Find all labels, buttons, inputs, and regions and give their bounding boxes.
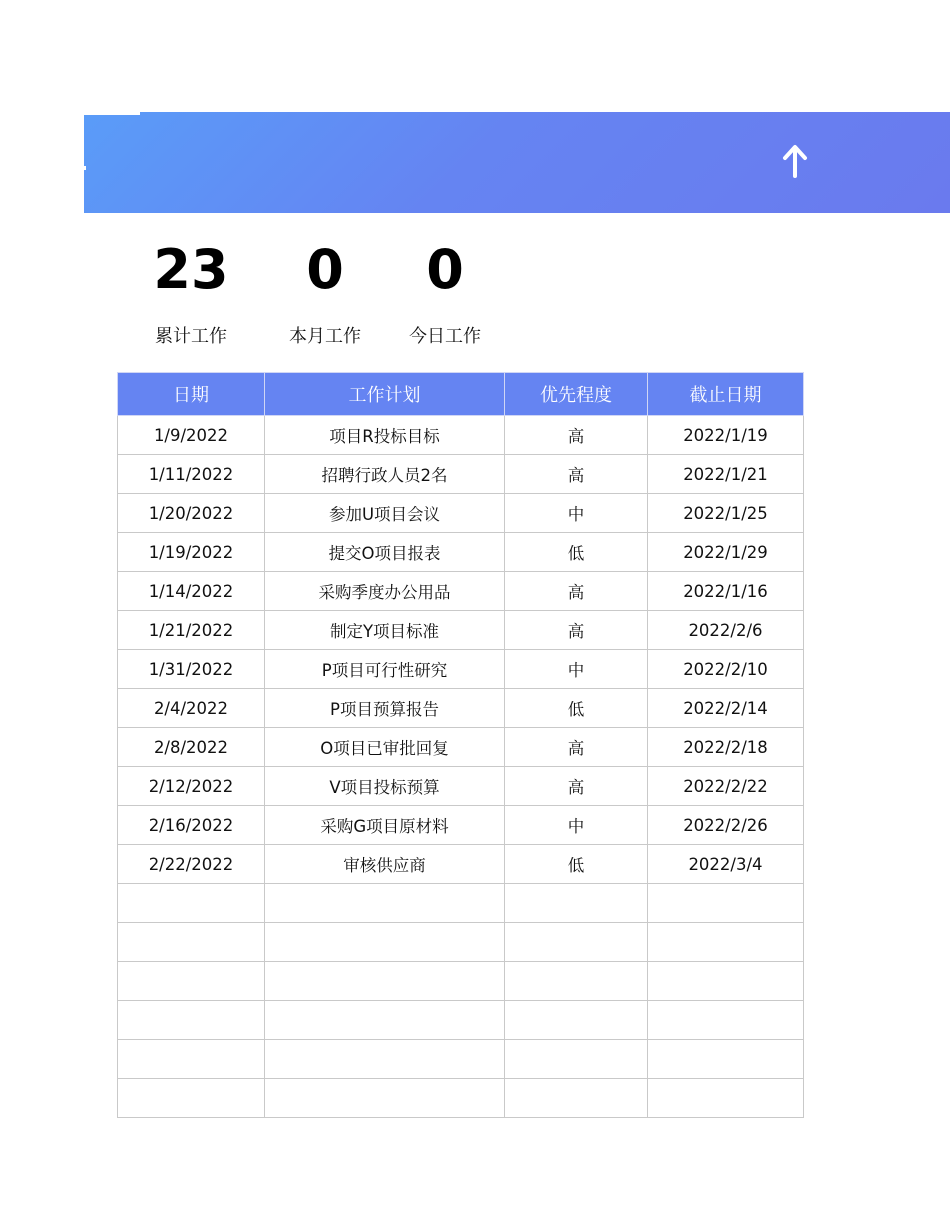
cell-date[interactable]: 1/31/2022: [118, 650, 265, 689]
cell-priority[interactable]: 高: [505, 455, 648, 494]
cell-priority[interactable]: [505, 923, 648, 962]
table-row: [118, 611, 804, 650]
cell-deadline[interactable]: 2022/1/19: [648, 416, 804, 455]
stat-total-value: 23: [153, 238, 229, 301]
cell-deadline[interactable]: 2022/2/18: [648, 728, 804, 767]
cell-date[interactable]: 1/14/2022: [118, 572, 265, 611]
table-row: [118, 962, 804, 1001]
cell-plan[interactable]: [265, 962, 505, 1001]
cell-priority[interactable]: 高: [505, 611, 648, 650]
stat-today-value: 0: [426, 238, 464, 301]
table-row: [118, 494, 804, 533]
cell-date[interactable]: 1/11/2022: [118, 455, 265, 494]
stat-month: [260, 240, 390, 300]
stat-total: [126, 240, 256, 300]
cell-plan[interactable]: O项目已审批回复: [265, 728, 505, 767]
cell-deadline[interactable]: [648, 923, 804, 962]
table-row: [118, 728, 804, 767]
cell-priority[interactable]: 低: [505, 533, 648, 572]
cell-plan[interactable]: P项目可行性研究: [265, 650, 505, 689]
cell-date[interactable]: [118, 962, 265, 1001]
cell-plan[interactable]: [265, 923, 505, 962]
cell-deadline[interactable]: 2022/2/6: [648, 611, 804, 650]
stat-total-label: 累计工作: [155, 326, 227, 347]
cell-deadline[interactable]: 2022/3/4: [648, 845, 804, 884]
cell-priority[interactable]: 高: [505, 767, 648, 806]
cell-deadline[interactable]: 2022/2/26: [648, 806, 804, 845]
cell-priority[interactable]: 高: [505, 728, 648, 767]
cell-plan[interactable]: 采购季度办公用品: [265, 572, 505, 611]
cell-plan[interactable]: [265, 1001, 505, 1040]
cell-deadline[interactable]: 2022/2/14: [648, 689, 804, 728]
cell-plan[interactable]: 招聘行政人员2名: [265, 455, 505, 494]
table-header-row: [118, 373, 804, 416]
cell-priority[interactable]: 中: [505, 806, 648, 845]
table-row: [118, 806, 804, 845]
table-row: [118, 455, 804, 494]
cell-priority[interactable]: 低: [505, 845, 648, 884]
header-banner: [84, 112, 950, 213]
cell-date[interactable]: [118, 923, 265, 962]
cell-date[interactable]: 2/12/2022: [118, 767, 265, 806]
header-plan: 工作计划: [265, 373, 505, 416]
cell-priority[interactable]: 高: [505, 572, 648, 611]
cell-deadline[interactable]: [648, 1079, 804, 1118]
banner-notch: [84, 112, 140, 115]
header-deadline: 截止日期: [648, 373, 804, 416]
cell-date[interactable]: 2/16/2022: [118, 806, 265, 845]
cell-deadline[interactable]: 2022/1/29: [648, 533, 804, 572]
cell-plan[interactable]: 审核供应商: [265, 845, 505, 884]
cell-plan[interactable]: 提交O项目报表: [265, 533, 505, 572]
cell-deadline[interactable]: [648, 962, 804, 1001]
cell-plan[interactable]: V项目投标预算: [265, 767, 505, 806]
cell-plan[interactable]: P项目预算报告: [265, 689, 505, 728]
cell-plan[interactable]: [265, 884, 505, 923]
arrow-up-icon[interactable]: [780, 142, 810, 180]
cell-date[interactable]: 1/19/2022: [118, 533, 265, 572]
table-row: [118, 1040, 804, 1079]
table-row: [118, 572, 804, 611]
cell-plan[interactable]: [265, 1079, 505, 1118]
table-row: [118, 884, 804, 923]
cell-date[interactable]: 2/22/2022: [118, 845, 265, 884]
cell-priority[interactable]: [505, 884, 648, 923]
cell-date[interactable]: 2/8/2022: [118, 728, 265, 767]
table-row: [118, 1079, 804, 1118]
cell-priority[interactable]: [505, 1079, 648, 1118]
cell-deadline[interactable]: 2022/1/21: [648, 455, 804, 494]
stat-month-value: 0: [306, 238, 344, 301]
cell-deadline[interactable]: 2022/1/16: [648, 572, 804, 611]
cell-plan[interactable]: 制定Y项目标准: [265, 611, 505, 650]
header-priority: 优先程度: [505, 373, 648, 416]
table-row: [118, 689, 804, 728]
cell-date[interactable]: [118, 1040, 265, 1079]
table-row: [118, 923, 804, 962]
cell-date[interactable]: [118, 884, 265, 923]
table-row: [118, 650, 804, 689]
stat-today-label: 今日工作: [409, 326, 481, 347]
cell-deadline[interactable]: [648, 884, 804, 923]
cell-date[interactable]: 1/21/2022: [118, 611, 265, 650]
cell-priority[interactable]: 低: [505, 689, 648, 728]
cell-deadline[interactable]: 2022/2/22: [648, 767, 804, 806]
cell-deadline[interactable]: [648, 1001, 804, 1040]
stat-month-label: 本月工作: [289, 326, 361, 347]
table-row: [118, 767, 804, 806]
table-row: [118, 845, 804, 884]
stat-today: [380, 240, 510, 300]
cell-plan[interactable]: 项目R投标目标: [265, 416, 505, 455]
cell-deadline[interactable]: 2022/2/10: [648, 650, 804, 689]
cell-plan[interactable]: 参加U项目会议: [265, 494, 505, 533]
cell-date[interactable]: 2/4/2022: [118, 689, 265, 728]
table-row: [118, 416, 804, 455]
work-plan-table: [117, 372, 804, 1118]
cell-priority[interactable]: 中: [505, 650, 648, 689]
cell-deadline[interactable]: [648, 1040, 804, 1079]
cell-priority[interactable]: 高: [505, 416, 648, 455]
cell-plan[interactable]: 采购G项目原材料: [265, 806, 505, 845]
cell-priority[interactable]: [505, 1040, 648, 1079]
table-row: [118, 533, 804, 572]
cell-date[interactable]: [118, 1079, 265, 1118]
cell-date[interactable]: 1/9/2022: [118, 416, 265, 455]
cell-plan[interactable]: [265, 1040, 505, 1079]
cell-date[interactable]: 1/20/2022: [118, 494, 265, 533]
cell-priority[interactable]: 中: [505, 494, 648, 533]
cell-deadline[interactable]: 2022/1/25: [648, 494, 804, 533]
header-date: 日期: [118, 373, 265, 416]
cell-date[interactable]: [118, 1001, 265, 1040]
cell-priority[interactable]: [505, 1001, 648, 1040]
cell-priority[interactable]: [505, 962, 648, 1001]
table-row: [118, 1001, 804, 1040]
table-body: [118, 416, 804, 1118]
banner-notch-mark: [84, 166, 86, 170]
